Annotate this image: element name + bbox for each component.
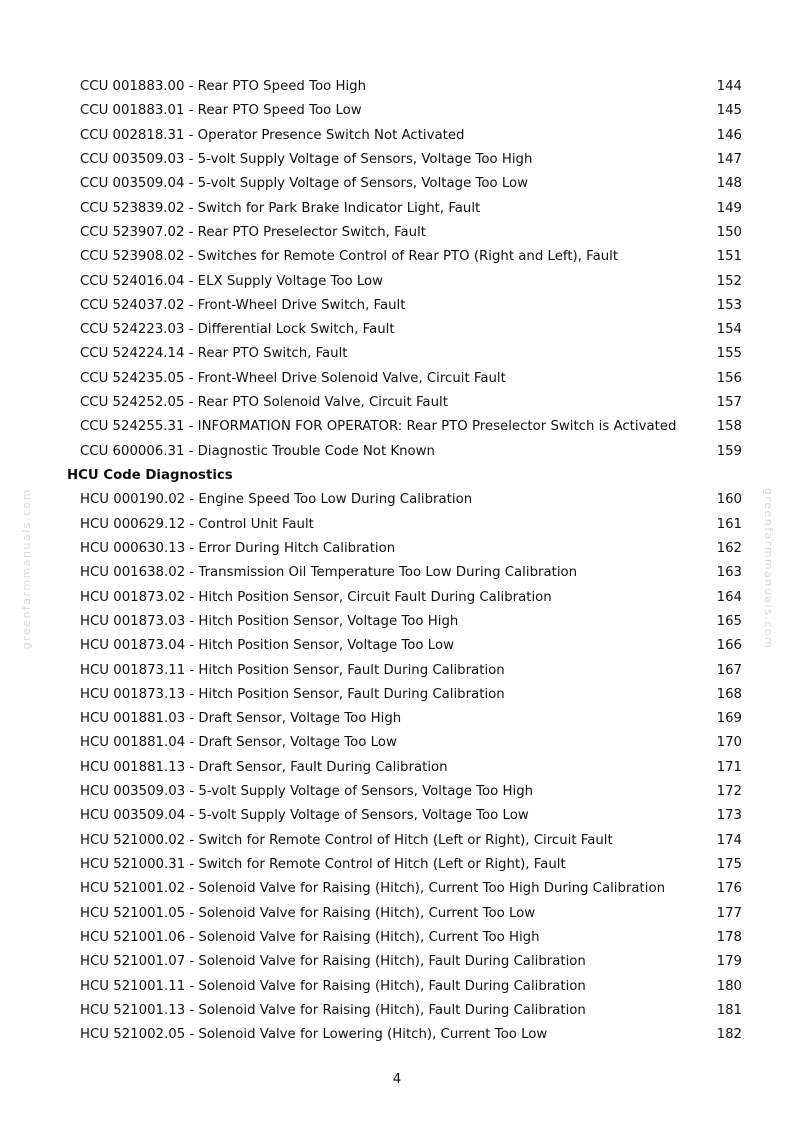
toc-entry[interactable] (0, 148, 794, 172)
toc-entry-title: HCU 001873.03 - Hitch Position Sensor, Voltage Too High (80, 613, 459, 629)
toc-entry[interactable] (0, 172, 794, 196)
toc-entry-page-number: 155 (716, 346, 742, 362)
toc-entry-title: HCU 001881.03 - Draft Sensor, Voltage Too High (80, 711, 402, 727)
toc-entry[interactable] (0, 877, 794, 901)
toc-entry-title: HCU 521002.05 - Solenoid Valve for Lowering (Hitch), Current Too Low (80, 1027, 548, 1043)
toc-entry-page-number: 169 (716, 711, 742, 727)
toc-entry[interactable] (0, 731, 794, 755)
toc-entry-title: HCU 521001.13 - Solenoid Valve for Raising (Hitch), Fault During Calibration (80, 1002, 586, 1018)
toc-entry[interactable] (0, 780, 794, 804)
toc-entry-title: CCU 001883.01 - Rear PTO Speed Too Low (80, 103, 362, 119)
toc-entry[interactable] (0, 829, 794, 853)
toc-entry[interactable] (0, 245, 794, 269)
toc-entry-page-number: 159 (716, 443, 742, 459)
toc-entry-title: CCU 003509.04 - 5-volt Supply Voltage of Sensors, Voltage Too Low (80, 176, 529, 192)
toc-entry[interactable] (0, 342, 794, 366)
toc-entry[interactable] (0, 99, 794, 123)
toc-entry-title: CCU 524016.04 - ELX Supply Voltage Too Low (80, 273, 384, 289)
toc-entry-page-number: 154 (716, 322, 742, 338)
toc-entry-page-number: 145 (716, 103, 742, 119)
toc-entry-title: CCU 600006.31 - Diagnostic Trouble Code Not Known (80, 443, 435, 459)
toc-entry-page-number: 161 (716, 516, 742, 532)
toc-entry[interactable] (0, 902, 794, 926)
toc-entry[interactable] (0, 294, 794, 318)
toc-entry[interactable] (0, 950, 794, 974)
toc-entry-page-number: 171 (716, 759, 742, 775)
toc-entry-title: CCU 523907.02 - Rear PTO Preselector Switch, Fault (80, 224, 426, 240)
toc-entry-page-number: 177 (716, 905, 742, 921)
toc-entry[interactable] (0, 707, 794, 731)
toc-entry-title: HCU 521001.05 - Solenoid Valve for Raising (Hitch), Current Too Low (80, 905, 536, 921)
toc-entry-title: CCU 524235.05 - Front-Wheel Drive Solenoid Valve, Circuit Fault (80, 370, 506, 386)
toc-entry-page-number: 170 (716, 735, 742, 751)
toc-entry-page-number: 164 (716, 589, 742, 605)
toc-entry[interactable] (0, 804, 794, 828)
toc-entry-title: HCU 000190.02 - Engine Speed Too Low During Calibration (80, 492, 473, 508)
toc-entry-page-number: 146 (716, 127, 742, 143)
toc-entry-title: HCU 003509.03 - 5-volt Supply Voltage of Sensors, Voltage Too High (80, 784, 534, 800)
toc-entry[interactable] (0, 367, 794, 391)
toc-entry-page-number: 174 (716, 832, 742, 848)
toc-entry[interactable] (0, 513, 794, 537)
toc-entry-page-number: 163 (716, 565, 742, 581)
toc-entry[interactable] (0, 610, 794, 634)
toc-entry[interactable] (0, 756, 794, 780)
toc-entry[interactable] (0, 926, 794, 950)
toc-entry[interactable] (0, 440, 794, 464)
toc-entry[interactable] (0, 999, 794, 1023)
toc-entry-title: HCU 001873.11 - Hitch Position Sensor, Fault During Calibration (80, 662, 505, 678)
toc-entry-page-number: 180 (716, 978, 742, 994)
toc-entry-page-number: 168 (716, 686, 742, 702)
toc-entry[interactable] (0, 853, 794, 877)
toc-entry[interactable] (0, 318, 794, 342)
toc-entry-title: CCU 524223.03 - Differential Lock Switch, Fault (80, 322, 395, 338)
toc-entry-page-number: 153 (716, 297, 742, 313)
toc-entry-title: HCU 521000.31 - Switch for Remote Control of Hitch (Left or Right), Fault (80, 857, 566, 872)
toc-entry-page-number: 176 (716, 881, 742, 897)
toc-entry-title: HCU 001881.04 - Draft Sensor, Voltage Too Low (80, 735, 397, 751)
watermark-right: greenfarmmanuals.com (762, 488, 775, 650)
section-heading: HCU Code Diagnostics (67, 468, 233, 483)
toc-entry[interactable] (0, 586, 794, 610)
toc-entry[interactable] (0, 659, 794, 683)
toc-entry-page-number: 173 (716, 808, 742, 824)
toc-entry-title: HCU 001873.13 - Hitch Position Sensor, Fault During Calibration (80, 686, 505, 702)
toc-entry-page-number: 156 (716, 370, 742, 386)
toc-entry-title: HCU 521000.02 - Switch for Remote Control of Hitch (Left or Right), Circuit Fault (80, 832, 613, 848)
toc-entry-title: CCU 002818.31 - Operator Presence Switch Not Activated (80, 127, 465, 143)
toc-entry-title: HCU 001873.02 - Hitch Position Sensor, Circuit Fault During Calibration (80, 589, 552, 605)
toc-entry[interactable] (0, 1023, 794, 1047)
toc-entry[interactable] (0, 415, 794, 439)
toc-entry[interactable] (0, 124, 794, 148)
toc-entry-title: CCU 523908.02 - Switches for Remote Control of Rear PTO (Right and Left), Fault (80, 249, 619, 265)
toc-entry-page-number: 149 (716, 200, 742, 216)
page-number: 4 (392, 1072, 402, 1087)
toc-entry-page-number: 144 (716, 79, 742, 94)
toc-entry-title: HCU 521001.06 - Solenoid Valve for Raising (Hitch), Current Too High (80, 929, 540, 945)
toc-entry-page-number: 167 (716, 662, 742, 678)
toc-entry[interactable] (0, 975, 794, 999)
toc-entry-page-number: 147 (716, 151, 742, 167)
toc-entry[interactable] (0, 197, 794, 221)
toc-entry-title: CCU 524037.02 - Front-Wheel Drive Switch, Fault (80, 297, 406, 313)
toc-entry-page-number: 181 (716, 1002, 742, 1018)
toc-entry[interactable] (0, 75, 794, 99)
toc-entry[interactable] (0, 391, 794, 415)
table-of-contents (0, 75, 794, 1048)
toc-entry-page-number: 150 (716, 224, 742, 240)
toc-entry-page-number: 151 (716, 249, 742, 265)
toc-entry-page-number: 175 (716, 857, 742, 872)
toc-entry-page-number: 165 (716, 613, 742, 629)
toc-entry[interactable] (0, 634, 794, 658)
toc-entry-title: CCU 524252.05 - Rear PTO Solenoid Valve, Circuit Fault (80, 395, 448, 411)
toc-entry-title: CCU 523839.02 - Switch for Park Brake Indicator Light, Fault (80, 200, 481, 216)
toc-entry-page-number: 178 (716, 929, 742, 945)
toc-entry-title: HCU 521001.02 - Solenoid Valve for Raising (Hitch), Current Too High During Calibration (80, 881, 666, 897)
toc-entry-page-number: 179 (716, 954, 742, 970)
toc-entry[interactable] (0, 561, 794, 585)
toc-entry-title: HCU 000629.12 - Control Unit Fault (80, 516, 314, 532)
toc-entry-title: CCU 003509.03 - 5-volt Supply Voltage of Sensors, Voltage Too High (80, 151, 533, 167)
toc-entry[interactable] (0, 683, 794, 707)
toc-entry-title: HCU 001881.13 - Draft Sensor, Fault During Calibration (80, 759, 448, 775)
toc-entry-title: HCU 003509.04 - 5-volt Supply Voltage of Sensors, Voltage Too Low (80, 808, 529, 824)
toc-entry-title: HCU 001873.04 - Hitch Position Sensor, Voltage Too Low (80, 638, 454, 654)
toc-entry[interactable] (0, 537, 794, 561)
toc-entry[interactable] (0, 488, 794, 512)
toc-entry-page-number: 160 (716, 492, 742, 508)
toc-entry-page-number: 148 (716, 176, 742, 192)
toc-entry[interactable] (0, 270, 794, 294)
toc-entry-page-number: 172 (716, 784, 742, 800)
toc-entry-title: CCU 524224.14 - Rear PTO Switch, Fault (80, 346, 348, 362)
toc-entry-title: HCU 521001.11 - Solenoid Valve for Raising (Hitch), Fault During Calibration (80, 978, 586, 994)
watermark-left: greenfarmmanuals.com (20, 488, 33, 650)
toc-entry-title: HCU 521001.07 - Solenoid Valve for Raising (Hitch), Fault During Calibration (80, 954, 586, 970)
toc-entry-page-number: 166 (716, 638, 742, 654)
toc-entry-page-number: 162 (716, 540, 742, 556)
toc-entry-page-number: 152 (716, 273, 742, 289)
toc-entry-page-number: 182 (716, 1027, 742, 1043)
toc-entry-title: CCU 524255.31 - INFORMATION FOR OPERATOR: Rear PTO Preselector Switch is Activated (80, 419, 677, 435)
toc-entry-title: HCU 000630.13 - Error During Hitch Calibration (80, 540, 396, 556)
toc-entry-page-number: 157 (716, 395, 742, 411)
toc-entry-title: CCU 001883.00 - Rear PTO Speed Too High (80, 79, 367, 94)
toc-entry-page-number: 158 (716, 419, 742, 435)
toc-entry[interactable] (0, 221, 794, 245)
toc-entry-title: HCU 001638.02 - Transmission Oil Temperature Too Low During Calibration (80, 565, 578, 581)
